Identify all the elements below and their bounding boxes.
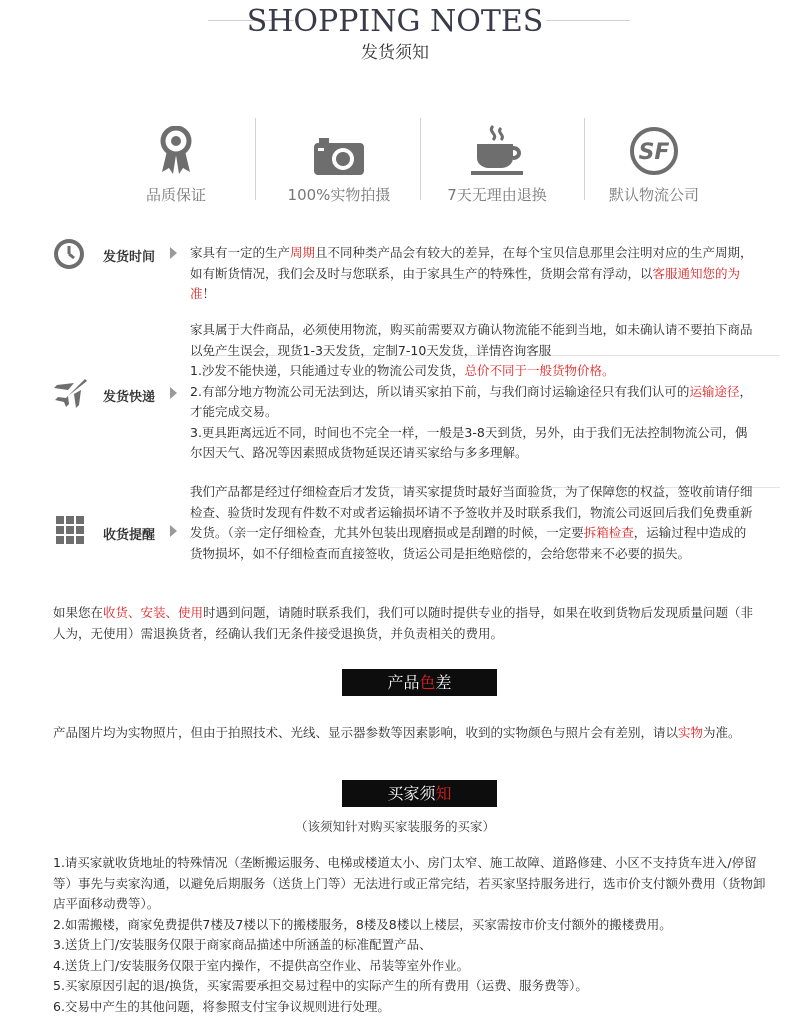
feature-label: 100%实物拍摄	[287, 186, 391, 204]
feature-quality	[91, 120, 261, 205]
list-item: 3.送货上门/安装服务仅限于商家商品描述中所涵盖的标准配置产品、	[53, 937, 432, 952]
list-item: 1.请买家就收货地址的特殊情况（垄断搬运服务、电梯或楼道太小、房门太窄、施工故障、道路修建、小区不支持货车进入/停留等）事先与卖家沟通，以避免后期服务（送货上门等）无法进行或正常完结，若买家坚持服务进行，选市价支付额外费用（货物卸店平面移动费等）。	[53, 855, 766, 911]
camera-icon	[313, 136, 365, 176]
section-arrow	[170, 525, 177, 537]
delivery-text: 家具属于大件商品，必须使用物流，购买前需要双方确认物流能不能到当地，如未确认请不要拍下商品以免产生误会，现货1-3天发货，定制7-10天发货，详情咨询客服 1.沙发不能快递，只能通过专业的物流公司发货，总价不同于一般货物价格。 2.有部分地方物流公司无法到达，所以请买家拍下前，与我们商讨运输途径只有我们认可的运输途径，才能完成交易。 3.更具距离远近不同，时间也不完全一样，一般是3-8天到货，另外，由于我们无法控制物流公司，偶尔因天气、路况等因素照成货物延误还请买家给与多多理解。	[190, 322, 753, 460]
page-title: SHOPPING NOTES	[246, 4, 544, 39]
buyer-notice-subtitle: （该须知针对购买家装服务的买家）	[294, 819, 495, 834]
section-arrow	[170, 247, 177, 259]
feature-label: 品质保证	[145, 186, 206, 204]
clock-icon	[53, 238, 85, 270]
color-diff-banner: 产品色差	[342, 669, 497, 696]
airplane-icon	[52, 376, 88, 408]
page-subtitle: 发货须知	[361, 43, 429, 63]
feature-label: 默认物流公司	[608, 186, 699, 204]
section-arrow	[170, 387, 177, 399]
list-item: 2.如需搬楼，商家免费提供7楼及7楼以下的搬楼服务，8楼及8楼以上楼层，买家需按市价支付额外的搬楼费用。	[53, 916, 672, 932]
list-item: 6.交易中产生的其他问题，将参照支付宝争议规则进行处理。	[53, 998, 390, 1014]
sf-logo-icon	[629, 126, 679, 176]
shipping-time-text: 家具有一定的生产周期且不同种类产品会有较大的差异，在每个宝贝信息那里会注明对应的生产周期，如有断货情况，我们会及时与您联系，由于家具生产的特殊性，货期会常有浮动，以客服通知您的为准！	[190, 245, 753, 301]
section-label-delivery: 发货快递	[103, 390, 156, 405]
list-item: 4.送货上门/安装服务仅限于室内操作，不提供高空作业、吊装等室外作业。	[53, 957, 470, 973]
color-diff-text: 产品图片均为实物照片，但由于拍照技术、光线、显示器参数等因素影响，收到的实物颜色与照片会有差别，请以实物为准。	[53, 725, 741, 740]
buyer-notice-list	[53, 853, 771, 1017]
notice-text: 如果您在收货、安装、使用时遇到问题，请随时联系我们，我们可以随时提供专业的指导，如果在收到货物后发现质量问题（非人为，无使用）需退换货者，经确认我们无条件接受退换货，并负责相关的费用。	[53, 605, 754, 641]
section-label-shipping-time: 发货时间	[103, 250, 156, 265]
feature-label: 7天无理由退换	[447, 186, 547, 204]
medal-icon	[156, 126, 196, 176]
feature-logistics	[569, 120, 739, 205]
feature-return	[412, 120, 582, 205]
coffee-cup-icon	[469, 124, 525, 176]
list-item: 5.买家原因引起的退/换货，买家需要承担交易过程中的实际产生的所有费用（运费、服务费等）。	[53, 978, 588, 993]
feature-photos	[254, 120, 424, 205]
section-label-receipt: 收货提醒	[103, 528, 156, 543]
buyer-notice-banner: 买家须知	[342, 780, 497, 807]
grid-icon	[56, 516, 84, 544]
receipt-text: 我们产品都是经过仔细检查后才发货，请买家提货时最好当面验货，为了保障您的权益，签收前请仔细检查、验货时发现有件数不对或者运输损坏请不予签收并及时联系我们，物流公司返回后我们免费重新发货。（亲一定仔细检查，尤其外包装出现磨损或是刮蹭的时候，一定要拆箱检查，运输过程中造成的货物损坏，如不仔细检查而直接签收，货运公司是拒绝赔偿的，会给您带来不必要的损失。	[190, 484, 753, 561]
svg-text:SF: SF	[638, 140, 670, 165]
